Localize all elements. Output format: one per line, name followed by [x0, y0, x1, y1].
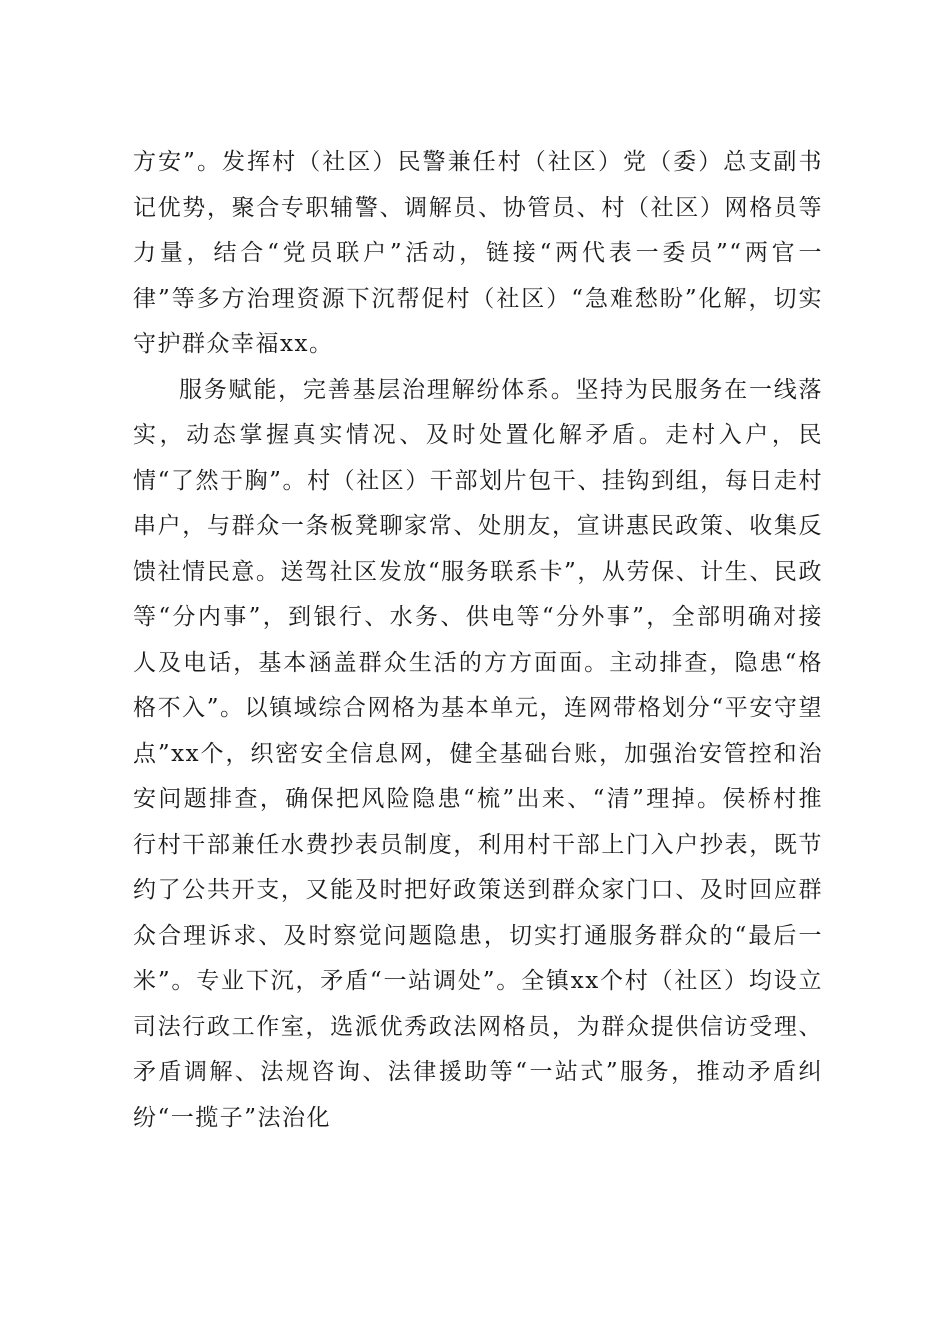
paragraph-continuation: 方安”。发挥村（社区）民警兼任村（社区）党（委）总支副书记优势，聚合专职辅警、调解员、协管员、村（社区）网格员等力量，结合“党员联户”活动，链接“两代表一委员”“两官一律”等多方治理资源下沉帮促村（社区）“急难愁盼”化解，切实守护群众幸福xx。 — [133, 149, 823, 357]
paragraph-service-empowerment: 服务赋能，完善基层治理解纷体系。坚持为民服务在一线落实，动态掌握真实情况、及时处置化解矛盾。走村入户，民情“了然于胸”。村（社区）干部划片包干、挂钩到组，每日走村串户，与群众一条板凳聊家常、处朋友，宣讲惠民政策、收集反馈社情民意。送驾社区发放“服务联系卡”，从劳保、计生、民政等“分内事”，到银行、水务、供电等“分外事”，全部明确对接人及电话，基本涵盖群众生活的方方面面。主动排查，隐患“格格不入”。以镇域综合网格为基本单元，连网带格划分“平安守望点”xx个，织密安全信息网，健全基础台账，加强治安管控和治安问题排查，确保把风险隐患“梳”出来、“清”理掉。侯桥村推行村干部兼任水费抄表员制度，利用村干部上门入户抄表，既节约了公共开支，又能及时把好政策送到群众家门口、及时回应群众合理诉求、及时察觉问题隐患，切实打通服务群众的“最后一米”。专业下沉，矛盾“一站调处”。全镇xx个村（社区）均设立司法行政工作室，选派优秀政法网格员，为群众提供信访受理、矛盾调解、法规咨询、法律援助等“一站式”服务，推动矛盾纠纷“一揽子”法治化 — [133, 376, 823, 1131]
document-body — [133, 140, 823, 1141]
